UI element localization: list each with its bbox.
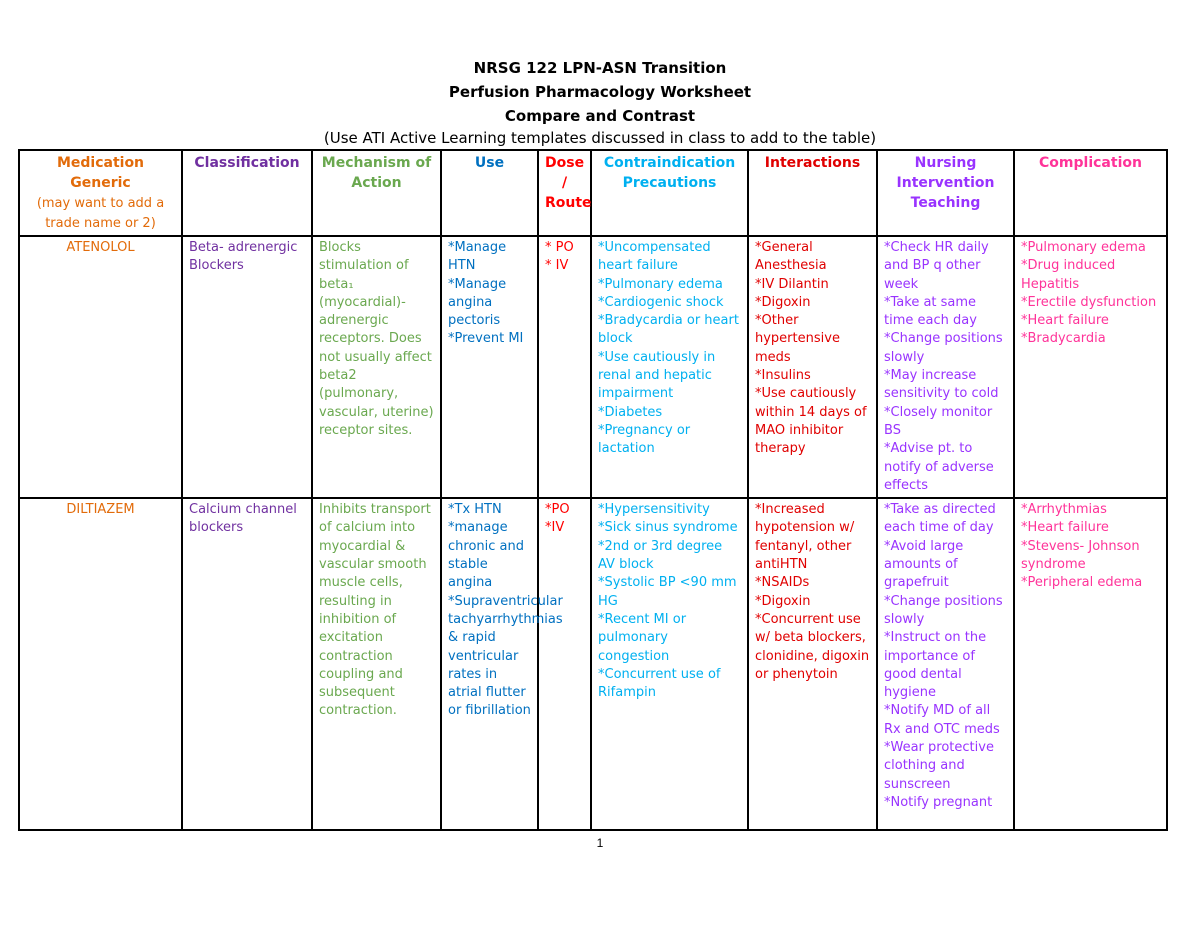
- nursing-cell: [877, 236, 1014, 498]
- interactions-cell: [748, 498, 877, 830]
- document-header: [0, 56, 1200, 148]
- cell-line: *Digoxin: [755, 294, 811, 310]
- col-contraindication: Contraindication Precautions: [591, 150, 748, 236]
- cell-line: * PO: [545, 240, 574, 255]
- col-medication: [19, 150, 182, 236]
- cell-line: *Digoxin: [755, 593, 811, 609]
- cell-line: *Concurrent use of Rifampin: [598, 666, 725, 701]
- cell-line: *Prevent MI: [448, 331, 524, 347]
- header-row: [19, 150, 1167, 236]
- complication-cell: [1014, 236, 1167, 498]
- cell-line: *Erectile dysfunction: [1021, 294, 1157, 310]
- cell-line: *Concurrent use w/ beta blockers, clonidine, digoxin or phenytoin: [755, 611, 874, 682]
- cell-line: *IV: [545, 520, 565, 536]
- cell-line: Inhibits transport of calcium into myocardial & vascular smooth muscle cells, resulting in inhibition of excitation contraction coupling and subsequent contraction.: [319, 502, 435, 719]
- col-dose: Dose / Route: [538, 150, 591, 236]
- classification-cell: Beta- adrenergic Blockers: [182, 236, 312, 498]
- complication-cell: [1014, 498, 1167, 830]
- cell-line: *Insulins: [755, 368, 811, 384]
- cell-line: *Notify MD of all Rx and OTC meds: [884, 703, 1000, 737]
- cell-line: *Uncompensated heart failure: [598, 240, 715, 274]
- cell-line: *Tx HTN: [448, 502, 502, 518]
- cell-line: *Change positions slowly: [884, 593, 1007, 627]
- col-nursing: Nursing Intervention Teaching: [877, 150, 1014, 236]
- instructions: (Use ATI Active Learning templates discussed in class to add to the table): [323, 129, 877, 147]
- course-title: NRSG 122 LPN-ASN Transition: [473, 59, 727, 77]
- cell-line: *Cardiogenic shock: [598, 294, 724, 310]
- col-interactions: Interactions: [748, 150, 877, 236]
- cell-line: Blocks stimulation of beta₁ (myocardial)- adrenergic receptors. Does not usually affect beta2 (pulmonary, vascular, uterine) receptor sites.: [319, 240, 438, 438]
- col-use: Use: [441, 150, 538, 236]
- cell-line: *NSAIDs: [755, 575, 810, 591]
- classification-cell: Calcium channel blockers: [182, 498, 312, 830]
- cell-line: *Use cautiously within 14 days of MAO inhibitor therapy: [755, 386, 871, 457]
- cell-line: *Notify pregnant: [884, 794, 993, 810]
- cell-line: *Heart failure: [1021, 313, 1109, 329]
- cell-line: *Avoid large amounts of grapefruit: [884, 538, 968, 591]
- col-classification: Classification: [182, 150, 312, 236]
- cell-line: * IV: [545, 258, 569, 274]
- contraindication-cell: [591, 498, 748, 830]
- cell-line: *Instruct on the importance of good dental hygiene: [884, 630, 991, 701]
- cell-line: *Bradycardia: [1021, 331, 1106, 347]
- cell-line: *Take as directed each time of day: [884, 502, 1000, 536]
- col-medication-label: Medication Generic: [56, 155, 145, 191]
- page-number: 1: [596, 836, 604, 850]
- table-row: [19, 498, 1167, 830]
- cell-line: *Drug induced Hepatitis: [1021, 258, 1120, 292]
- cell-line: *2nd or 3rd degree AV block: [598, 538, 727, 573]
- cell-line: *Pulmonary edema: [598, 276, 723, 292]
- cell-line: *General Anesthesia: [755, 240, 827, 274]
- dose-cell: [538, 236, 591, 498]
- cell-line: *Closely monitor BS: [884, 404, 997, 438]
- medication-cell: DILTIAZEM: [19, 498, 182, 830]
- medication-cell: ATENOLOL: [19, 236, 182, 498]
- col-medication-note: (may want to add a trade name or 2): [36, 196, 165, 231]
- cell-line: *Check HR daily and BP q other week: [884, 240, 993, 292]
- dose-cell: [538, 498, 591, 830]
- cell-line: *Systolic BP <90 mm HG: [598, 575, 741, 609]
- cell-line: *Manage angina pectoris: [448, 276, 511, 329]
- cell-line: *Recent MI or pulmonary congestion: [598, 611, 691, 664]
- cell-line: *Pregnancy or lactation: [598, 422, 695, 457]
- cell-line: *manage chronic and stable angina: [448, 520, 529, 591]
- worksheet-title: Perfusion Pharmacology Worksheet: [448, 83, 752, 101]
- cell-line: *Sick sinus syndrome: [598, 520, 738, 536]
- cell-line: *Manage HTN: [448, 240, 511, 274]
- cell-line: *PO: [545, 502, 570, 518]
- cell-line: *Other hypertensive meds: [755, 313, 845, 365]
- cell-line: *May increase sensitivity to cold: [884, 368, 999, 402]
- pharmacology-table: [18, 149, 1168, 831]
- cell-line: *Pulmonary edema: [1021, 240, 1146, 255]
- cell-line: *IV Dilantin: [755, 276, 829, 292]
- cell-line: *Hypersensitivity: [598, 502, 710, 518]
- table-row: [19, 236, 1167, 498]
- cell-line: *Take at same time each day: [884, 294, 981, 329]
- mechanism-cell: [312, 236, 441, 498]
- col-complication: Complication: [1014, 150, 1167, 236]
- cell-line: *Diabetes: [598, 404, 663, 420]
- contraindication-cell: [591, 236, 748, 498]
- cell-line: *Bradycardia or heart block: [598, 313, 744, 347]
- cell-line: *Peripheral edema: [1021, 575, 1143, 591]
- cell-line: *Use cautiously in renal and hepatic impairment: [598, 349, 720, 402]
- use-cell: [441, 236, 538, 498]
- cell-line: *Advise pt. to notify of adverse effects: [884, 441, 998, 493]
- mechanism-cell: [312, 498, 441, 830]
- cell-line: *Change positions slowly: [884, 331, 1007, 365]
- cell-line: *Wear protective clothing and sunscreen: [884, 740, 999, 792]
- cell-line: *Supraventricular tachyarrhythmias & rapid ventricular rates in atrial flutter or fibrillation: [448, 593, 567, 719]
- col-mechanism: Mechanism of Action: [312, 150, 441, 236]
- nursing-cell: [877, 498, 1014, 830]
- worksheet-subtitle: Compare and Contrast: [504, 107, 696, 125]
- cell-line: *Arrhythmias: [1021, 502, 1107, 518]
- interactions-cell: [748, 236, 877, 498]
- cell-line: *Increased hypotension w/ fentanyl, other antiHTN: [755, 502, 859, 573]
- cell-line: *Stevens- Johnson syndrome: [1021, 538, 1144, 573]
- cell-line: *Heart failure: [1021, 520, 1109, 536]
